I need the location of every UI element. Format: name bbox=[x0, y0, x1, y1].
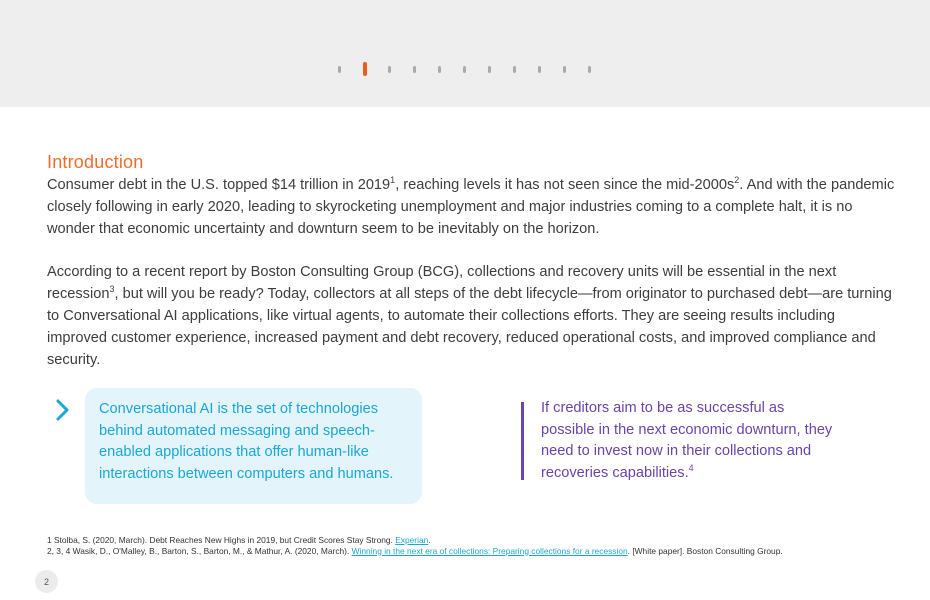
pull-quote bbox=[541, 398, 841, 485]
footnote-text: . [White paper]. Boston Consulting Group. bbox=[627, 545, 783, 556]
intro-paragraph-2 bbox=[47, 261, 897, 371]
footnote-ref: 3 bbox=[109, 284, 115, 295]
page-dot[interactable] bbox=[588, 66, 591, 73]
experian-link[interactable]: Experian bbox=[395, 535, 429, 545]
bcg-report-link[interactable]: Winning in the next era of collections: Preparing collections for a recession bbox=[351, 545, 628, 556]
chevron-right-icon bbox=[52, 398, 74, 422]
footnote-ref: 2 bbox=[734, 175, 740, 186]
page-number: 2 bbox=[35, 570, 58, 593]
paragraph-text: According to a recent report by Boston Consulting Group (BCG), collections and recovery units will be essential in the next recession bbox=[47, 264, 837, 302]
page-dot[interactable] bbox=[338, 66, 341, 73]
quote-text: If creditors aim to be as successful as possible in the next economic downturn, they need to invest now in their collections and recoveries capabilities. bbox=[541, 400, 833, 482]
callout-text: Conversational AI is the set of technologies behind automated messaging and speech-enabled applications that offer human-like interactions between computers and humans. bbox=[99, 401, 394, 483]
footnote-1 bbox=[47, 535, 907, 546]
footnote-ref: 4 bbox=[688, 463, 694, 474]
section-heading: Introduction bbox=[47, 152, 144, 172]
paragraph-text: . And with the pandemic closely following in early 2020, leading to skyrocketing unemployment and major industries coming to a complete halt, it is no wonder that economic uncertainty and downturn seem to be inevitably on the horizon. bbox=[47, 177, 895, 237]
page-dot[interactable] bbox=[563, 66, 566, 73]
intro-paragraph-1 bbox=[47, 174, 897, 240]
footnotes bbox=[47, 535, 907, 556]
page-dot[interactable] bbox=[538, 66, 541, 73]
paragraph-text: , but will you be ready? Today, collectors at all steps of the debt lifecycle—from originator to purchased debt—are turning to Conversational AI applications, like virtual agents, to automate their collections efforts. They are seeing results including improved customer experience, increased payment and debt recovery, reduced operational costs, and improved compliance and security. bbox=[47, 286, 892, 368]
quote-bar bbox=[521, 402, 524, 480]
page-dot[interactable] bbox=[413, 66, 416, 73]
footnote-text: 2, 3, 4 Wasik, D., O'Malley, B., Barton, S., Barton, M., & Mathur, A. (2020, March). bbox=[47, 545, 350, 556]
page-dot[interactable] bbox=[388, 66, 391, 73]
page-dot[interactable] bbox=[513, 66, 516, 73]
footnote-text: . bbox=[428, 535, 431, 545]
page-dot[interactable] bbox=[463, 66, 466, 73]
paragraph-text: Consumer debt in the U.S. topped $14 trillion in 2019 bbox=[47, 177, 391, 193]
page-dot-active[interactable] bbox=[363, 62, 367, 76]
page-header-bar bbox=[0, 0, 930, 107]
definition-callout bbox=[85, 388, 422, 504]
footnote-text: 1 Stolba, S. (2020, March). Debt Reaches New Highs in 2019, but Credit Scores Stay Strong. bbox=[47, 535, 393, 545]
footnote-2 bbox=[47, 546, 907, 557]
footnote-ref: 1 bbox=[390, 175, 396, 186]
page-dot[interactable] bbox=[438, 66, 441, 73]
page-dot[interactable] bbox=[488, 66, 491, 73]
paragraph-text: , reaching levels it has not seen since the mid-2000s bbox=[395, 177, 735, 193]
page-progress-dots bbox=[338, 62, 591, 76]
